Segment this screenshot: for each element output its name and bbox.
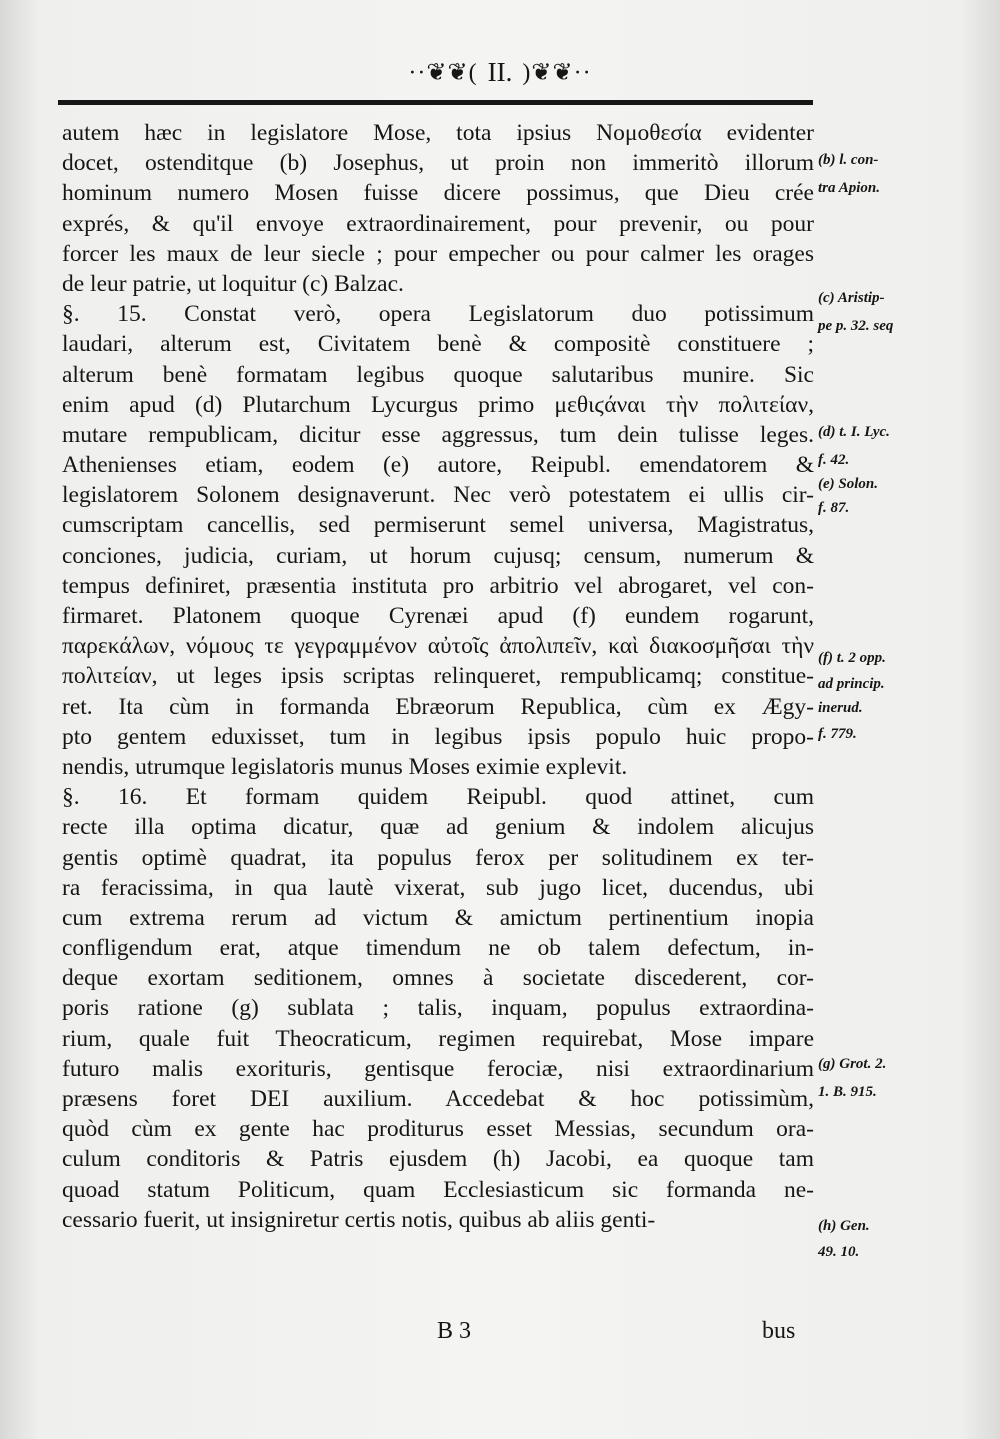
margin-note: (h) Gen.: [818, 1218, 870, 1234]
text-line: ra feracissima, in qua lautè vixerat, sub jugo licet, ducendus, ubi: [62, 874, 814, 901]
text-line: confligendum erat, atque timendum ne ob talem defectum, in-: [62, 935, 814, 962]
margin-note: (f) t. 2 opp.: [818, 650, 886, 666]
margin-note: 49. 10.: [818, 1244, 860, 1260]
margin-note: (b) l. con-: [818, 152, 879, 168]
text-line: forcer les maux de leur siecle ; pour empecher ou pour calmer les orages: [62, 240, 814, 267]
text-line: Athenienses etiam, eodem (e) autore, Reipubl. emendatorem &: [62, 452, 814, 479]
text-line: pto gentem eduxisset, tum in legibus ipsis populo huic propo-: [62, 723, 814, 750]
text-line: hominum numero Mosen fuisse dicere possimus, que Dieu crée: [62, 180, 814, 207]
text-line: gentis optimè quadrat, ita populus ferox per solitudinem ex ter-: [62, 844, 814, 871]
margin-note: f. 87.: [818, 500, 850, 516]
margin-note: tra Apion.: [818, 180, 880, 196]
catchword: bus: [762, 1318, 796, 1344]
text-line: §. 16. Et formam quidem Reipubl. quod attinet, cum: [62, 784, 814, 811]
margin-notes: [818, 0, 998, 1439]
text-line: conciones, judicia, curiam, ut horum cujusq; censum, numerum &: [62, 542, 814, 569]
margin-note: f. 779.: [818, 726, 857, 742]
text-line: alterum benè formatam legibus quoque salutaribus munire. Sic: [62, 361, 814, 388]
text-line: legislatorem Solonem designaverunt. Nec verò potestatem ei ullis cir-: [62, 482, 814, 509]
text-line: enim apud (d) Plutarchum Lycurgus primo μεθιϛάναι τὴν πολιτείαν,: [62, 391, 814, 418]
text-line: poris ratione (g) sublata ; talis, inquam, populus extraordina-: [62, 995, 814, 1022]
page-footer: [0, 1318, 1000, 1358]
ornament-left-icon: ··❦❦(: [408, 59, 478, 86]
text-line: nendis, utrumque legislatoris munus Moses eximie explevit.: [62, 753, 628, 780]
margin-note: ad princip.: [818, 676, 885, 692]
margin-note: (d) t. I. Lyc.: [818, 424, 890, 440]
text-line: deque exortam seditionem, omnes à societate discederent, cor-: [62, 965, 814, 992]
margin-note: (c) Aristip-: [818, 290, 885, 306]
margin-note: (g) Grot. 2.: [818, 1056, 887, 1072]
text-line: παρεκάλων, νόμους τε γεγραμμένον αὐτοῖς ἀπολιπεῖν, καὶ διακοσμῆσαι τὴν: [62, 633, 814, 660]
text-line: docet, ostenditque (b) Josephus, ut proin non immeritò illorum: [62, 150, 814, 177]
margin-note: 1. B. 915.: [818, 1084, 877, 1100]
text-line: cum extrema rerum ad victum & amictum pertinentium inopia: [62, 904, 814, 931]
page-number: II.: [487, 56, 513, 87]
header-rule: [58, 100, 813, 105]
text-line: quòd cùm ex gente hac proditurus esset Messias, secundum ora-: [62, 1116, 814, 1143]
margin-note: pe p. 32. seq: [818, 318, 894, 334]
margin-note: inerud.: [818, 700, 863, 716]
text-line: tempus definiret, præsentia instituta pro arbitrio vel abrogaret, vel con-: [62, 572, 814, 599]
text-line: recte illa optima dicatur, quæ ad genium & indolem alicujus: [62, 814, 814, 841]
ornament-right-icon: )❦❦··: [522, 59, 592, 86]
text-line: πολιτείαν, ut leges ipsis scriptas relinqueret, rempublicamq; constitue-: [62, 663, 814, 690]
main-text-block: [62, 118, 814, 1235]
text-line: de leur patrie, ut loquitur (c) Balzac.: [62, 270, 404, 297]
text-line: futuro malis exorituris, gentisque ferociæ, nisi extraordinarium: [62, 1055, 814, 1082]
text-line: firmaret. Platonem quoque Cyrenæi apud (f) eundem rogarunt,: [62, 603, 814, 629]
text-line: culum conditoris & Patris ejusdem (h) Jacobi, ea quoque tam: [62, 1146, 814, 1173]
signature-mark: B 3: [437, 1318, 472, 1344]
text-line: quoad statum Politicum, quam Ecclesiasticum sic formanda ne-: [62, 1176, 814, 1203]
text-line: mutare rempublicam, dicitur esse aggressus, tum dein tulisse leges.: [62, 421, 814, 448]
text-line: præsens foret DEI auxilium. Accedebat & hoc potissimùm,: [62, 1086, 814, 1112]
text-line: cessario fuerit, ut insigniretur certis notis, quibus ab aliis genti-: [62, 1206, 656, 1233]
text-line: exprés, & qu'il envoye extraordinairement, pour prevenir, ou pour: [62, 210, 814, 237]
text-line: laudari, alterum est, Civitatem benè & compositè constituere ;: [62, 331, 814, 358]
margin-note: (e) Solon.: [818, 476, 878, 492]
text-line: §. 15. Constat verò, opera Legislatorum duo potissimum: [62, 301, 814, 328]
text-line: autem hæc in legislatore Mose, tota ipsius Νομοθεσία evidenter: [62, 120, 814, 146]
text-line: rium, quale fuit Theocraticum, regimen requirebat, Mose impare: [62, 1025, 814, 1052]
text-line: cumscriptam cancellis, sed permiserunt semel universa, Magistratus,: [62, 512, 814, 539]
margin-note: f. 42.: [818, 452, 850, 468]
text-line: ret. Ita cùm in formanda Ebræorum Republica, cùm ex Ægy-: [62, 693, 814, 720]
